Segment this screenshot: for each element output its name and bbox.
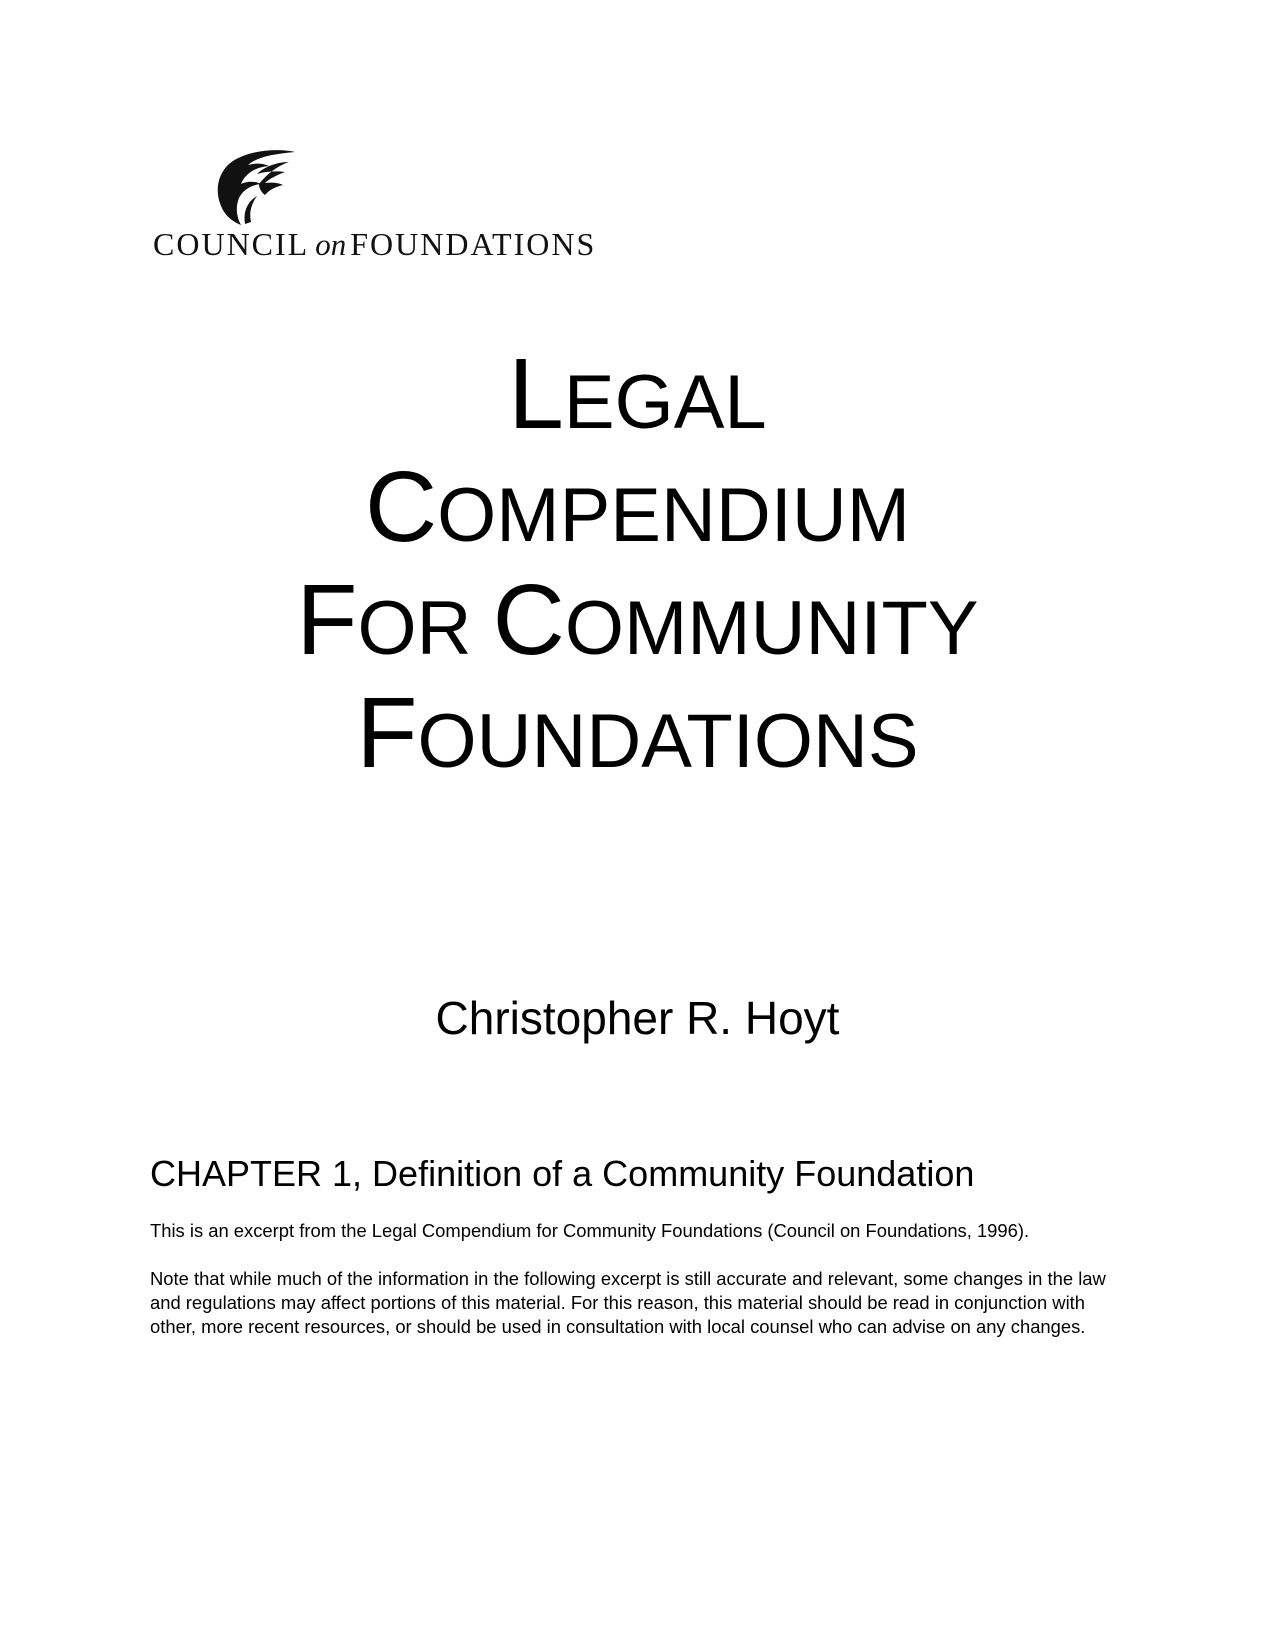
- document-title: [0, 338, 1275, 790]
- title-line-4: [0, 677, 1275, 790]
- title-line-2: [0, 451, 1275, 564]
- title-smallcaps: OUNDATIONS: [417, 699, 919, 784]
- title-smallcaps: OR: [357, 586, 493, 671]
- chapter-heading: CHAPTER 1, Definition of a Community Foundation: [150, 1153, 975, 1194]
- title-smallcaps: OMMUNITY: [564, 586, 979, 671]
- logo-word-foundations: FOUNDATIONS: [350, 226, 597, 262]
- disclaimer-paragraph: Note that while much of the information in the following excerpt is still accurate and relevant, some changes in the law and regulations may affect portions of this material. For this reason, this material should be read in conjunction with other, more recent resources, or should be used in consultation with local counsel who can advise on any changes.: [150, 1268, 1106, 1337]
- title-smallcaps: EGAL: [563, 360, 767, 445]
- excerpt-source-paragraph: This is an excerpt from the Legal Compendium for Community Foundations (Council on Foundations, 1996).: [150, 1220, 1030, 1241]
- title-initial: C: [492, 564, 565, 676]
- logo-wordmark: [153, 226, 596, 263]
- title-smallcaps: OMPENDIUM: [437, 473, 911, 558]
- author-name: Christopher R. Hoyt: [435, 992, 840, 1044]
- title-line-3: [0, 564, 1275, 677]
- title-initial: L: [508, 338, 564, 450]
- title-initial: F: [356, 677, 418, 789]
- title-initial: C: [364, 451, 438, 563]
- title-initial: F: [296, 564, 358, 676]
- title-line-1: [0, 338, 1275, 451]
- leaf-flame-icon: [215, 150, 299, 226]
- logo-word-on: on: [315, 227, 347, 262]
- logo-word-council: COUNCIL: [153, 226, 310, 262]
